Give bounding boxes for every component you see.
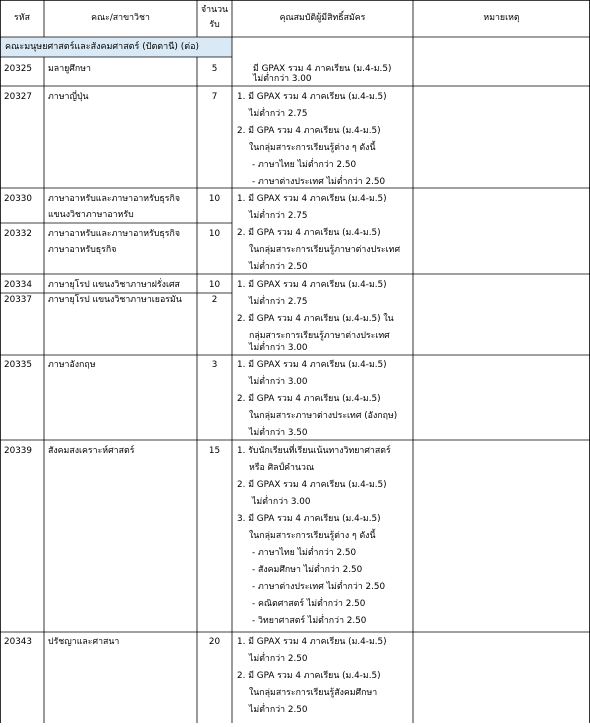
row-qual-line: 1. มี GPAX รวม 4 ภาคเรียน (ม.4-ม.5) <box>237 360 387 370</box>
col-header-seats-line2: รับ <box>209 20 220 30</box>
row-qual-line: - ภาษาต่างประเทศ ไม่ต่ำกว่า 2.50 <box>252 582 386 592</box>
row-seats: 3 <box>211 360 218 370</box>
row-code: 20337 <box>4 295 32 305</box>
row-qual-line: ไม่ต่ำกว่า 3.00 <box>249 343 308 353</box>
row-qual-line: ไม่ต่ำกว่า 3.00 <box>253 74 312 84</box>
row-qual-line: ไม่ต่ำกว่า 2.50 <box>249 705 308 715</box>
row-name: ภาษาอังกฤษ <box>48 360 96 370</box>
row-code: 20325 <box>4 64 32 74</box>
row-seats: 7 <box>211 92 218 102</box>
row-qual-line: ในกลุ่มสาระการเรียนรู้ต่าง ๆ ดังนี้ <box>249 143 376 153</box>
row-name: ปรัชญาและศาสนา <box>48 637 120 647</box>
row-qual-line: หรือ ศิลป์คำนวณ <box>249 463 315 473</box>
row-qual-line: - สังคมศึกษา ไม่ต่ำกว่า 2.50 <box>252 565 363 575</box>
row-name: ภาษายุโรป แขนงวิชาภาษาเยอรมัน <box>48 295 182 305</box>
row-qual-line: - วิทยาศาสตร์ ไม่ต่ำกว่า 2.50 <box>252 616 367 626</box>
row-qual-line: 1. มี GPAX รวม 4 ภาคเรียน (ม.4-ม.5) <box>237 92 387 102</box>
row-qual-line: ไม่ต่ำกว่า 3.00 <box>252 497 311 507</box>
section-title: คณะมนุษยศาสตร์และสังคมศาสตร์ (ปัตตานี) (ต่อ) <box>5 42 199 52</box>
col-header-remark: หมายเหตุ <box>483 13 520 23</box>
row-qual-line: ในกลุ่มสาระการเรียนรู้สังคมศึกษา <box>249 688 378 698</box>
row-qual-line: ไม่ต่ำกว่า 2.50 <box>249 654 308 664</box>
row-qual-line: ไม่ต่ำกว่า 2.75 <box>249 211 308 221</box>
row-qual-line: ในกลุ่มสาระการเรียนรู้ต่าง ๆ ดังนี้ <box>249 531 376 541</box>
row-seats: 20 <box>208 637 221 647</box>
row-qual-line: 1. รับนักเรียนที่เรียนเน้นทางวิทยาศาสตร์ <box>237 446 391 456</box>
row-qual-line: ไม่ต่ำกว่า 3.50 <box>249 428 308 438</box>
row-qual-line: 1. มี GPAX รวม 4 ภาคเรียน (ม.4-ม.5) <box>237 637 387 647</box>
col-header-qualification: คุณสมบัติผู้มีสิทธิ์สมัคร <box>279 13 366 23</box>
row-code: 20330 <box>4 194 32 204</box>
row-qual-line: 1. มี GPAX รวม 4 ภาคเรียน (ม.4-ม.5) <box>237 194 387 204</box>
row-name: สังคมสงเคราะห์ศาสตร์ <box>48 446 135 456</box>
row-qual-line: ไม่ต่ำกว่า 2.75 <box>249 297 308 307</box>
row-seats: 10 <box>208 229 221 239</box>
row-code: 20332 <box>4 229 32 239</box>
row-qual-line: 2. มี GPA รวม 4 ภาคเรียน (ม.4-ม.5) <box>237 394 381 404</box>
row-seats: 5 <box>211 64 218 74</box>
row-code: 20327 <box>4 92 32 102</box>
row-name: ภาษาอาหรับและภาษาอาหรับธุรกิจ <box>48 194 180 204</box>
row-qual-line: 1. มี GPAX รวม 4 ภาคเรียน (ม.4-ม.5) <box>237 280 387 290</box>
row-code: 20343 <box>4 637 32 647</box>
row-qual-line: - ภาษาไทย ไม่ต่ำกว่า 2.50 <box>252 548 357 558</box>
row-qual-line: 2. มี GPAX รวม 4 ภาคเรียน (ม.4-ม.5) <box>237 480 387 490</box>
row-code: 20334 <box>4 280 32 290</box>
row-code: 20339 <box>4 446 32 456</box>
row-seats: 2 <box>211 295 218 305</box>
row-qual-line: 2. มี GPA รวม 4 ภาคเรียน (ม.4-ม.5) <box>237 126 381 136</box>
col-header-seats-line1: จำนวน <box>200 5 229 15</box>
row-qual-line: - ภาษาไทย ไม่ต่ำกว่า 2.50 <box>252 160 357 170</box>
row-seats: 15 <box>208 446 221 456</box>
row-name: ภาษาญี่ปุ่น <box>48 92 89 102</box>
row-qual-line: 2. มี GPA รวม 4 ภาคเรียน (ม.4-ม.5) ใน <box>237 314 394 324</box>
row-name: ภาษาอาหรับธุรกิจ <box>48 245 117 255</box>
row-qual-line: ในกลุ่มสาระภาษาต่างประเทศ (อังกฤษ) <box>249 411 398 421</box>
col-header-code: รหัส <box>14 13 30 23</box>
row-name: ภาษายุโรป แขนงวิชาภาษาฝรั่งเศส <box>48 280 180 290</box>
row-name: มลายูศึกษา <box>48 64 91 74</box>
row-qual-line: ไม่ต่ำกว่า 2.50 <box>249 262 308 272</box>
row-name: ภาษาอาหรับและภาษาอาหรับธุรกิจ <box>48 229 180 239</box>
row-qual-line: - คณิตศาสตร์ ไม่ต่ำกว่า 2.50 <box>252 599 366 609</box>
row-seats: 10 <box>208 280 221 290</box>
row-qual-line: ในกลุ่มสาระการเรียนรู้ภาษาต่างประเทศ <box>249 245 401 255</box>
row-code: 20335 <box>4 360 32 370</box>
row-name: แขนงวิชาภาษาอาหรับ <box>48 210 134 220</box>
row-qual-line: 2. มี GPA รวม 4 ภาคเรียน (ม.4-ม.5) <box>237 228 381 238</box>
row-qual-line: 3. มี GPA รวม 4 ภาคเรียน (ม.4-ม.5) <box>237 514 381 524</box>
row-qual-line: ไม่ต่ำกว่า 3.00 <box>249 377 308 387</box>
row-qual-line: 2. มี GPA รวม 4 ภาคเรียน (ม.4-ม.5) <box>237 671 381 681</box>
row-qual-line: - ภาษาต่างประเทศ ไม่ต่ำกว่า 2.50 <box>252 177 386 187</box>
row-seats: 10 <box>208 194 221 204</box>
row-qual-line: ไม่ต่ำกว่า 2.75 <box>249 109 308 119</box>
row-qual-line: กลุ่มสาระการเรียนรู้ภาษาต่างประเทศ <box>249 331 390 341</box>
col-header-faculty: คณะ/สาขาวิชา <box>91 13 150 23</box>
row-qual-line: มี GPAX รวม 4 ภาคเรียน (ม.4-ม.5) <box>253 64 392 74</box>
